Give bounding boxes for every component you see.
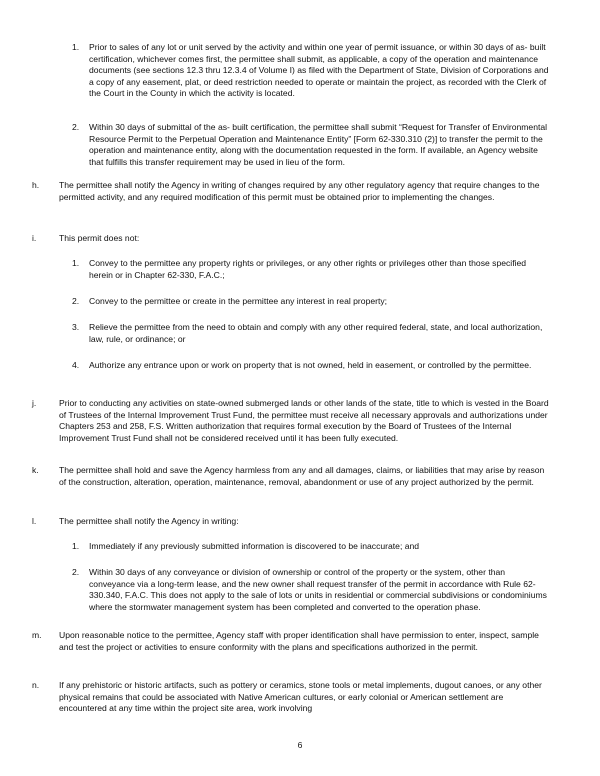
item-text: Immediately if any previously submitted information is discovered to be inaccurate; and (89, 541, 420, 551)
condition-l-1 (72, 541, 550, 553)
condition-i (32, 233, 552, 245)
item-marker: n. (32, 680, 40, 690)
condition-g-1 (72, 42, 550, 100)
item-text: Authorize any entrance upon or work on property that is not owned, held in easement, or controlled by the permittee. (89, 360, 532, 370)
item-text: Convey to the permittee or create in the permittee any interest in real property; (89, 296, 388, 306)
item-marker: i. (32, 233, 37, 243)
condition-g-2 (72, 122, 550, 168)
condition-l (32, 516, 552, 528)
item-marker: 4. (72, 360, 80, 370)
item-text: This permit does not: (59, 233, 140, 243)
item-marker: 2. (72, 296, 80, 306)
item-marker: m. (32, 630, 42, 640)
item-marker: 1. (72, 541, 80, 551)
condition-j (32, 398, 552, 444)
condition-i-2 (72, 296, 550, 308)
item-text: Within 30 days of submittal of the as- built certification, the permittee shall submit “Request for Transfer of Environmental Resource Permit to the Perpetual Operation and Maintenance Entity” [Form 62-330.310 (2)] to transfer the permit to the operation and maintenance entity, along with the documentation requested in the form. If available, an Agency website that fulfills this transfer requirement may be used in lieu of the form. (89, 122, 548, 167)
item-text: Within 30 days of any conveyance or division of ownership or control of the property or the system, other than conveyance via a long-term lease, and the new owner shall request transfer of the permit in accordance with Rule 62-330.340, F.A.C. This does not apply to the sale of lots or units in residential or commercial subdivisions or condominiums where the stormwater management system has been completed and converted to the operation phase. (89, 567, 547, 612)
condition-h (32, 180, 552, 203)
item-text: Convey to the permittee any property rights or privileges, or any other rights or privileges other than those specified herein or in Chapter 62-330, F.A.C.; (89, 258, 527, 280)
condition-l-2 (72, 567, 550, 613)
item-text: The permittee shall notify the Agency in writing: (59, 516, 239, 526)
item-marker: h. (32, 180, 40, 190)
condition-k (32, 465, 552, 488)
item-marker: l. (32, 516, 37, 526)
item-marker: 2. (72, 122, 80, 132)
item-marker: k. (32, 465, 39, 475)
item-text: Upon reasonable notice to the permittee, Agency staff with proper identification shall have permission to enter, inspect, sample and test the project or activities to ensure conformity with the plans and specifications authorized in the permit. (59, 630, 539, 652)
item-text: The permittee shall hold and save the Agency harmless from any and all damages, claims, or liabilities that may arise by reason of the construction, alteration, operation, maintenance, removal, abandonment or use of any project authorized by the permit. (59, 465, 545, 487)
item-marker: 2. (72, 567, 80, 577)
item-text: The permittee shall notify the Agency in writing of changes required by any other regulatory agency that require changes to the permitted activity, and any required modification of this permit must be obtained prior to implementing the changes. (59, 180, 540, 202)
item-marker: 3. (72, 322, 80, 332)
item-marker: 1. (72, 258, 80, 268)
condition-i-1 (72, 258, 550, 281)
item-text: Prior to conducting any activities on state-owned submerged lands or other lands of the state, title to which is vested in the Board of Trustees of the Internal Improvement Trust Fund, the permittee must receive all necessary approvals and authorizations under Chapters 253 and 258, F.S. Written authorization that requires formal execution by the Board of Trustees of the Internal Improvement Trust Fund shall not be considered received until it has been fully executed. (59, 398, 549, 443)
condition-n (32, 680, 552, 715)
condition-i-3 (72, 322, 550, 345)
item-marker: 1. (72, 42, 80, 52)
item-text: If any prehistoric or historic artifacts, such as pottery or ceramics, stone tools or metal implements, dugout canoes, or any other physical remains that could be associated with Native American cultures, or early colonial or American settlement are encountered at any time within the project site area, work involving (59, 680, 542, 713)
item-text: Prior to sales of any lot or unit served by the activity and within one year of permit issuance, or within 30 days of as- built certification, whichever comes first, the permittee shall submit, as applicable, a copy of the operation and maintenance documents (see sections 12.3 thru 12.3.4 of Volume I) as filed with the Department of State, Division of Corporations and a copy of any easement, plat, or deed restriction needed to operate or maintain the project, as recorded with the Clerk of the Court in the County in which the activity is located. (89, 42, 549, 98)
condition-i-4 (72, 360, 550, 372)
condition-m (32, 630, 552, 653)
item-text: Relieve the permittee from the need to obtain and comply with any other required federal, state, and local authorization, law, rule, or ordinance; or (89, 322, 543, 344)
page-number: 6 (297, 740, 303, 750)
item-marker: j. (32, 398, 37, 408)
